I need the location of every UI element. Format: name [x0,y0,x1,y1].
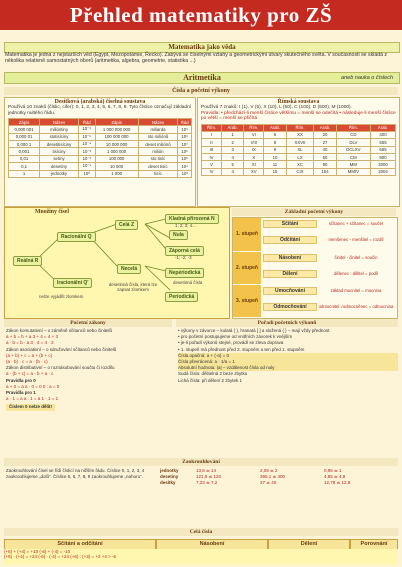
col-header: Zápis [95,119,138,126]
desc-root: odmocnitel √odmocněnec = odmocnina [318,304,394,309]
roman-cell: 665 [371,146,396,153]
order-line: Čísla opačná: a + (-a) = 0 [178,353,398,359]
decimal-cell: miliarda [138,126,178,133]
op-division: Dělení [263,270,317,278]
law-line: Pravidla pro 0 [6,377,36,383]
roman-cell: MM [336,161,370,168]
decimal-cell: 100 000 000 [95,133,138,140]
order-line: Lichá čísla: při dělení 2 zbytek 1 [178,377,243,383]
decimal-cell: 1 000 000 [95,148,138,155]
integers-title: Celá čísla [4,528,398,536]
decimal-row [9,148,192,155]
decimal-row [9,163,192,170]
decimal-cell: 10⁸ [178,133,192,140]
section-math-science-heading: Matematika jako věda [4,42,400,53]
roman-row [202,146,396,153]
node-negative: Záporná celá [165,246,204,256]
decimal-cell: 10⁻³ [78,148,95,155]
rounding-col-2 [260,468,320,487]
roman-cell: XV [244,168,264,175]
rounding-example: 13,6 ≐ 14 [196,468,217,473]
sets-title: Množiny čísel [35,209,69,215]
decimal-cell: 10⁻¹ [78,163,95,170]
decimal-cell: milión [138,148,178,155]
decimal-cell: 10 000 000 [95,140,138,147]
roman-system-box [197,97,400,207]
law-line: Zákon komutativní – o záměně sčítanců nebo činitelů [6,328,113,333]
decimal-cell: 100 000 [95,155,138,162]
decimal-cell: sto miliónů [138,133,178,140]
decimal-cell: 10⁻² [78,155,95,162]
decimal-system-box [4,97,196,207]
decimal-cell: 0,000 1 [9,140,40,147]
decimal-cell: 10⁶ [178,148,192,155]
laws-list [6,328,172,411]
roman-header-row [202,124,396,131]
decimal-table [8,118,192,178]
roman-cell: IV [202,153,222,160]
section-arithmetic-heading [4,72,400,84]
decimal-cell: desetiny [40,163,79,170]
col-header: Arab. [221,124,243,131]
integers-tabs [4,539,398,548]
roman-cell: DLV [336,139,370,146]
roman-cell: 90 [314,161,336,168]
roman-row [202,153,396,160]
roman-cell: 555 [371,139,396,146]
roman-cell: III [202,146,222,153]
desc-addition: sčítanec + sčítanec = součet [328,221,384,226]
law-line: a · 1 = a a : 1 = a 1 · 1 = 1 [6,396,59,402]
rounding-title: Zaokrouhlování [4,458,398,466]
roman-cell: DCLXV [336,146,370,153]
rounding-example: 395,1 ≐ 400 [260,474,286,480]
roman-cell: 27 [314,139,336,146]
order-title: Pořadí početních výkonů [176,319,398,327]
decimal-cell: 0,001 [9,148,40,155]
decimal-row [9,155,192,162]
decimal-cell: tisíciny [40,148,79,155]
decimal-text: Používá 10 znaků (číslic, cifer): 0, 1, 2, 3, 4, 5, 6, 7, 8, 9. Tyto číslice označují základní jednotky nultého řádu. [8,105,192,116]
integer-row: (+6) + (+4) = +10 (-6) + (-4) = -10 [4,549,71,554]
zero-division-note: Číslem 0 nelze dělit! [6,404,55,410]
integer-row: (+6) · (+4) = +24 (-6) · (-4) = +24 (+6) : (+3) = +2 +4 > -6 [4,554,117,560]
roman-cell: 20 [314,131,336,138]
decimal-cell: 10⁻⁴ [78,140,95,147]
decimal-row [9,140,192,147]
roman-row [202,139,396,146]
roman-cell: 3 [221,146,243,153]
decimal-cell: 0,000 01 [9,133,40,140]
roman-cell: 5 [221,161,243,168]
rounding-example: 0,96 ≐ 1 [324,468,342,473]
rounding-col-1 [196,468,256,487]
tab-multiplication: Násobení [156,539,268,550]
basic-ops-title: Základní početní výkony [232,208,396,216]
roman-cell: CIX [286,168,314,175]
roman-cell: 1 [221,131,243,138]
law-line: a + b = b + a 3 + 4 = 4 + 3 [6,334,59,340]
decimal-cell: tisíc [138,170,178,177]
rounding-label: desítky [160,480,176,486]
col-header: Řím. [244,124,264,131]
col-header: Zápis [9,119,40,126]
roman-cell: XI [244,161,264,168]
order-line: • výkony v závorce – kulatá ( ), hranatá [ ] a složená { } – mají vždy přednost [178,328,330,333]
decimal-row [9,126,192,133]
op-addition: Sčítání [263,220,317,228]
roman-cell: V [202,161,222,168]
rounding-col-3 [324,468,384,487]
decimal-cell: 10⁹ [178,126,192,133]
decimal-cell: milióntiny [40,126,79,133]
desc-division: dělenec : dělitel = podíl [333,271,379,276]
decimal-cell: 10⁷ [178,140,192,147]
roman-cell: X [244,153,264,160]
rounding-text: Zaokrouhlování čísel se řídí číslicí na nižším řádu. Číslice 0, 1, 2, 3, 4 zaokrouhlujeme „dolů“. Číslice 5, 6, 7, 8, 9 zaokrouhlujeme „nahoru“. [6,468,145,480]
law-line: a · (b + c) = a · b + a · c [6,371,54,377]
rounding-labels [160,468,194,487]
roman-cell: MMIV [336,168,370,175]
roman-cell: 400 [371,131,396,138]
arithmetic-note: aneb nauka o číslech [341,75,393,81]
roman-cell: XL [286,146,314,153]
law-line: Zákon distributivní – o roznásobování součtu či rozdílu [6,365,115,371]
number-sets-box [4,207,230,319]
rounding-example: 12,78 ≐ 12,8 [324,480,351,486]
roman-cell: 6 [264,131,286,138]
decimal-cell: 10⁻⁶ [78,126,95,133]
stage-3: 3. stupeň [233,285,261,317]
col-header: Řím. [286,124,314,131]
rounding-label: desetiny [160,474,179,480]
desc-multiplication: činitel · činitel = součin [334,255,378,260]
note-negative: -1; -2; -3 [175,255,192,260]
section-math-science-text: Matematika je jedna z nejstarších věd (Egypt, Mezopotámie, Řecko). Zabývá se číselnými vztahy a geometrickými útvary skutečného světa. V současnosti se skládá z několika relativně samostatných oborů (aritmetika, algebra, geometrie, statistika ...) [5,52,388,65]
roman-cell: 4 [221,168,243,175]
roman-row [202,161,396,168]
law-line: Pravidla pro 1 [6,390,36,396]
law-line: (a · b) · c = a · (b · c) [6,359,48,365]
roman-cell: XX [286,131,314,138]
roman-cell: IX [244,146,264,153]
decimal-cell: 1 [9,170,40,177]
rounding-examples [160,468,398,502]
roman-cell: 4 [221,153,243,160]
roman-cell: 11 [264,161,286,168]
node-integers: Celá Z [115,220,138,230]
roman-cell: 154 [314,168,336,175]
rounding-example: 37 ≐ 40 [260,480,277,486]
col-header: Řím. [202,124,222,131]
stage-1: 1. stupeň [233,218,261,251]
desc-power: základ mocnitel = mocnina [330,288,382,293]
roman-cell: 40 [314,146,336,153]
decimal-row [9,133,192,140]
decimal-cell: 10⁻⁵ [78,133,95,140]
col-header: Arab. [371,124,396,131]
roman-cell: VIII [244,139,264,146]
stage-2: 2. stupeň [233,252,261,284]
roman-cell: CM [336,153,370,160]
arithmetic-title: Aritmetika [183,73,221,82]
tab-addition-subtraction: Sčítání a odčítání [4,539,156,550]
law-line: (a + b) + c = a + (b + c) [6,352,53,358]
decimal-row [9,170,192,177]
roman-cell: IV [202,168,222,175]
roman-cell: 15 [264,168,286,175]
decimal-cell: 0,01 [9,155,40,162]
op-subtraction: Odčítání [263,236,317,244]
col-header: Arab. [264,124,286,131]
order-line: Čísla převrácená: a · 1/a = 1 [178,359,398,365]
decimal-cell: desetitisíciny [40,140,79,147]
desc-subtraction: menšenec - menšitel = rozdíl [328,237,384,242]
law-line: Zákon asociativní – o sdružování sčítanců nebo činitelů [6,346,117,352]
numbers-heading: Čísla a početní výkony [4,87,398,95]
order-line: Sudá čísla: dělitelná 2 beze zbytku [178,371,248,377]
decimal-cell: 0,000 001 [9,126,40,133]
roman-rules: Pravidla: • předchází-li menší číslice většímu = menší se odečítá • následuje-li menší číslice po větší = menší se přičítá [201,110,396,122]
decimal-cell: 10 000 [95,163,138,170]
roman-cell: 10 [264,153,286,160]
rounding-label: jednotky [160,468,179,473]
decimal-cell: deset tisíc [138,163,178,170]
law-line: a · b = b · a 3 · 4 = 4 · 3 [6,340,54,346]
roman-table [201,124,396,176]
decimal-cell: 1 000 000 000 [95,126,138,133]
order-line: • pro početní postupujeme od vnitřních závorek k vnějším [178,334,293,340]
roman-title: Římská soustava [277,99,320,105]
roman-row [202,168,396,175]
col-header: Řím. [336,124,370,131]
roman-cell: 2004 [371,168,396,175]
tab-division: Dělení [268,539,350,550]
op-multiplication: Násobení [263,254,317,262]
col-header: Řád [178,119,192,126]
decimal-header-row [9,119,192,126]
roman-text: Používá 7 znaků: I (1), V (5), X (10), L (50), C (100), D (500), M (1000). [201,105,352,110]
roman-cell: XXVII [286,139,314,146]
decimal-title: Desítková (arabská) číselná soustava [54,99,146,105]
node-natural: Kladná přirozená N [165,214,219,224]
op-root: Odmocňování [263,303,317,311]
rounding-example: 2,09 ≐ 2 [260,468,278,473]
col-header: Řád [78,119,95,126]
decimal-cell: 10⁵ [178,155,192,162]
node-periodic: Periodická [165,292,198,302]
decimal-cell: setiny [40,155,79,162]
order-list [178,328,398,384]
decimal-cell: 10³ [178,170,192,177]
note-irrational: nelze vyjádřit zlomkem [39,294,84,299]
order-line: • 1. stupeň má přednost před 2. stupněm a ten před 1. stupněm [178,346,305,352]
decimal-cell: 0,1 [9,163,40,170]
node-zero: Nula [169,230,188,240]
node-irrational: Iracionální Q' [53,278,92,288]
roman-cell: VI [244,131,264,138]
roman-cell: 2000 [371,161,396,168]
note-non-integers: desetinná čísla, která lze zapsat zlomkem [108,282,158,292]
roman-row [202,131,396,138]
node-real: Reálná R [13,256,42,266]
roman-cell: XC [286,161,314,168]
integers-examples [4,549,398,565]
decimal-cell: jednotky [40,170,79,177]
decimal-cell: 10⁰ [78,170,95,177]
laws-title: Početní zákony [4,319,172,327]
rounding-example: 7,23 ≐ 7,2 [196,480,218,486]
basic-ops-box [232,217,398,319]
decimal-cell: 1 000 [95,170,138,177]
note-decimals: desetinná čísla [173,280,203,285]
roman-cell: II [202,139,222,146]
decimal-cell: 10⁴ [178,163,192,170]
decimal-cell: sto tisíc [138,155,178,162]
roman-cell: 60 [314,153,336,160]
rounding-example: 4,85 ≐ 4,9 [324,474,346,480]
op-power: Umocňování [263,287,317,295]
col-header: Arab. [314,124,336,131]
note-natural: 1; 2; 3; 4... [175,223,196,228]
roman-cell: 8 [264,139,286,146]
decimal-cell: stotisíciny [40,133,79,140]
decimal-cell: deset miliónů [138,140,178,147]
roman-cell: LX [286,153,314,160]
law-line: a + 0 = a a · 0 = 0 0 : a = 0 [6,383,60,389]
roman-cell: 9 [264,146,286,153]
roman-cell: 2 [221,139,243,146]
page-title: Přehled matematiky pro ZŠ [0,0,402,30]
node-non-integers: Necelá [117,264,141,274]
order-line: • je-li pořadí výkonů stejné, provádí se zleva doprava [178,340,284,346]
tab-comparison: Porovnání [350,539,398,550]
node-rational: Racionální Q [57,232,96,242]
roman-cell: CD [336,131,370,138]
rounding-example: 121,9 ≐ 120 [196,474,222,480]
roman-cell: 900 [371,153,396,160]
roman-cell: I [202,131,222,138]
col-header: Název [40,119,79,126]
order-line: Absolutní hodnota: |a| – vzdálenost čísla od nuly [178,365,398,371]
node-nonperiodic: Nepériodická [165,268,204,278]
col-header: Název [138,119,178,126]
